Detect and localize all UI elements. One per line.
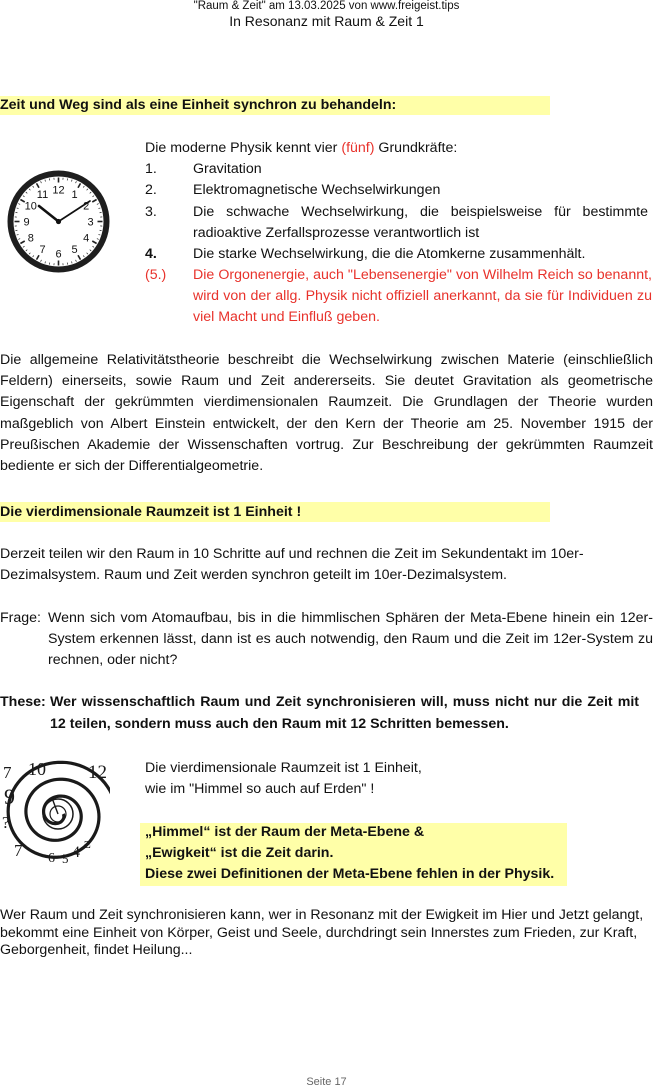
- clock-numeral: 10: [24, 200, 37, 213]
- header-source-line: "Raum & Zeit" am 13.03.2025 von www.freigeist.tips: [193, 0, 460, 12]
- svg-text:9: 9: [4, 784, 15, 809]
- svg-text:5: 5: [62, 851, 69, 866]
- clock-numeral: 6: [55, 248, 62, 261]
- forces-intro: Die moderne Physik kennt vier (fünf) Grundkräfte:: [145, 140, 458, 156]
- page-number: Seite 17: [306, 1076, 347, 1088]
- section-heading-time-path: Zeit und Weg sind als eine Einheit synchron zu behandeln:: [0, 96, 550, 115]
- clock-numeral: 3: [87, 216, 94, 229]
- spiral-clock-icon: [0, 760, 110, 872]
- clock-numeral: 2: [83, 200, 90, 213]
- svg-text:12: 12: [88, 762, 107, 783]
- question-text: Wenn sich vom Atomaufbau, bis in die himmlischen Sphären der Meta-Ebene hinein ein 12er-System erkennen lässt, dann ist es auch notwendig, den Raum und die Zeit im 12er-System zu rechnen, oder nicht?: [48, 610, 653, 669]
- definition-missing: Diese zwei Definitionen der Meta-Ebene fehlen in der Physik.: [145, 866, 555, 882]
- svg-text:7: 7: [14, 841, 23, 860]
- relativity-paragraph: Die allgemeine Relativitätstheorie beschreibt die Wechselwirkung zwischen Materie (einschließlich Feldern) einerseits, sowie Raum und Zeit andererseits. Sie deutet Gravitation als geometrische Eigenschaft der gekrümmten vierdimensionalen Raumzeit. Die Grundlagen der Theorie wurden maßgeblich von Albert Einstein entwickelt, der den Kern der Theorie am 25. November 1915 der Preußischen Akademie der Wissenschaften vortrug. Zur Beschreibung der gekrümmten Raumzeit bediente er sich der Differentialgeometrie.: [0, 352, 653, 475]
- clock-numeral: 4: [83, 232, 90, 245]
- thesis-text: Wer wissenschaftlich Raum und Zeit synchronisieren will, muss nicht nur die Zeit mit 12 teilen, sondern muss auch den Raum mit 12 Schritten bemessen.: [50, 694, 639, 732]
- thesis-label: These:: [0, 694, 46, 710]
- unity-line-2: wie im "Himmel so auch auf Erden" !: [145, 781, 375, 797]
- svg-text:10: 10: [28, 760, 46, 779]
- closing-paragraph: Wer Raum und Zeit synchronisieren kann, wer in Resonanz mit der Ewigkeit im Hier und Jetzt gelangt, bekommt eine Einheit von Körper, Geist und Seele, durchdringt sein Innerstes zum Frieden, zur Kraft, Geborgenheit, findet Heilung...: [0, 907, 644, 958]
- division-paragraph: Derzeit teilen wir den Raum in 10 Schritte auf und rechnen die Zeit im Sekundentakt im 10er-Dezimalsystem. Raum und Zeit werden synchron geteilt im 10er-Dezimalsystem.: [0, 546, 584, 584]
- clock-numeral: 11: [36, 188, 49, 201]
- clock-numeral: 5: [71, 244, 78, 257]
- definition-heaven: „Himmel“ ist der Raum der Meta-Ebene &: [145, 824, 425, 840]
- unity-line-1: Die vierdimensionale Raumzeit ist 1 Einheit,: [145, 760, 422, 776]
- clock-icon: [5, 168, 112, 275]
- header-title: In Resonanz mit Raum & Zeit 1: [229, 13, 424, 29]
- svg-text:?: ?: [2, 813, 10, 832]
- svg-text:6: 6: [48, 851, 55, 866]
- question-label: Frage:: [0, 610, 42, 626]
- svg-text:ƶ: ƶ: [84, 836, 91, 852]
- clock-numeral: 7: [39, 244, 46, 257]
- clock-numeral: 9: [23, 216, 30, 229]
- question-block: [0, 608, 653, 672]
- section-heading-spacetime-unity: Die vierdimensionale Raumzeit ist 1 Einheit !: [0, 502, 550, 522]
- thesis-block: [0, 692, 653, 735]
- clock-numeral: 8: [27, 232, 34, 245]
- clock-numeral: 1: [71, 188, 78, 201]
- clock-numeral: 12: [52, 184, 65, 197]
- svg-text:4: 4: [72, 844, 80, 861]
- definition-eternity: „Ewigkeit“ ist die Zeit darin.: [145, 845, 334, 861]
- svg-text:7: 7: [3, 763, 12, 782]
